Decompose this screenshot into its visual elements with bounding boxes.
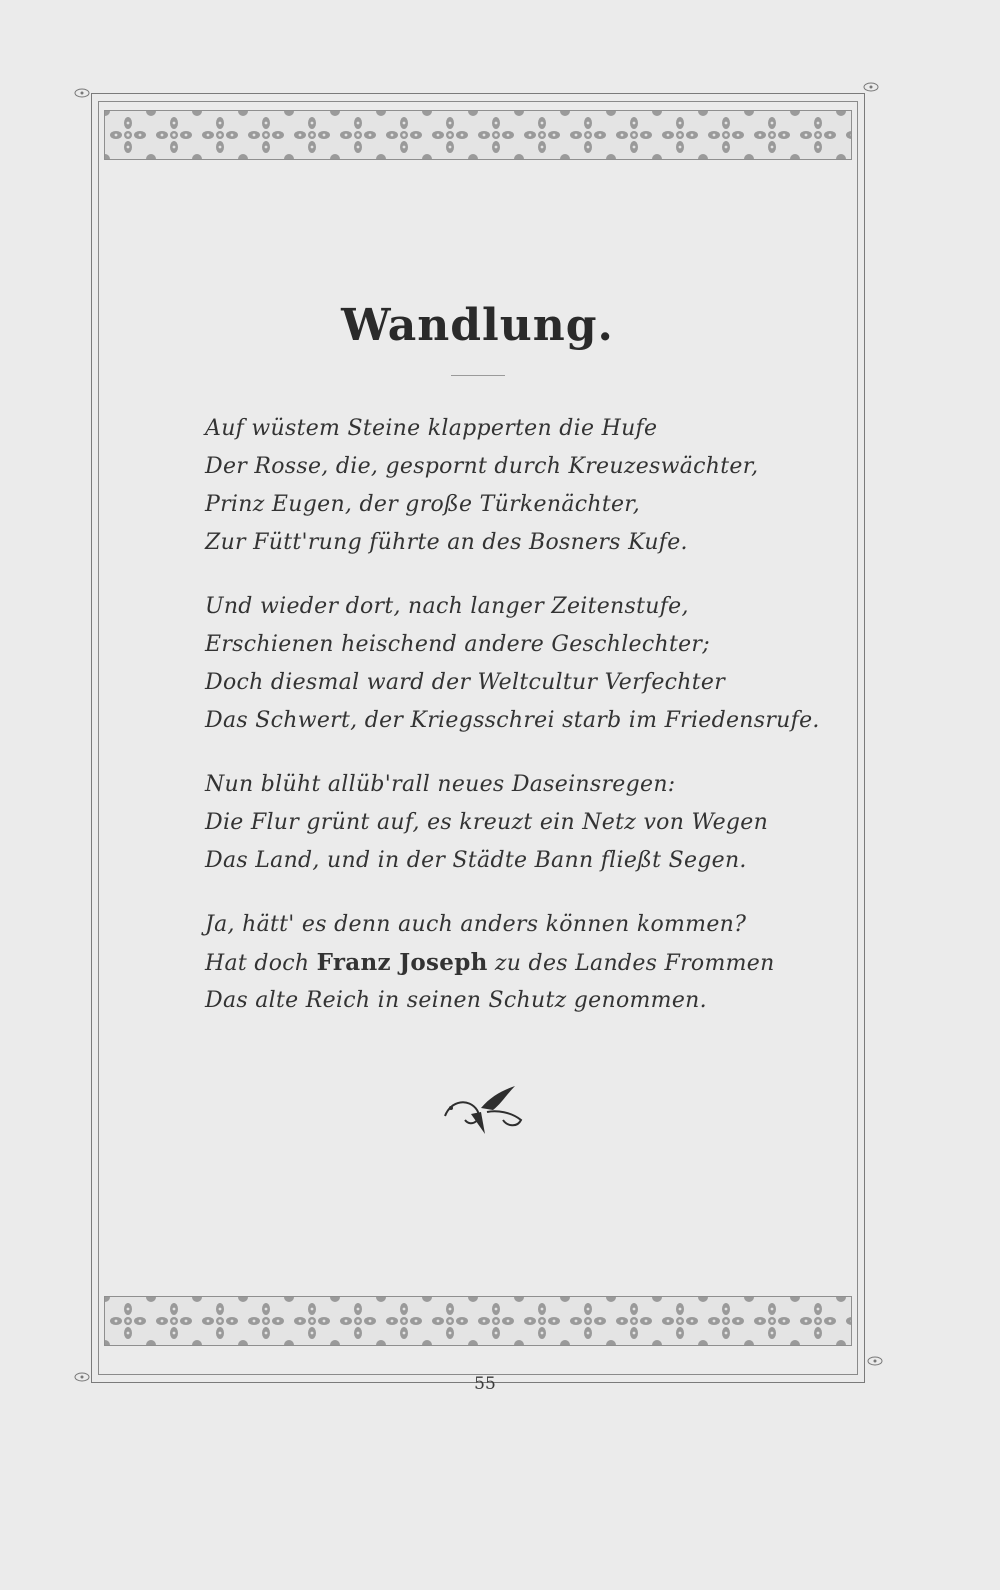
- stanza-1: [205, 410, 765, 562]
- title-divider: [451, 375, 505, 376]
- corner-ornament-top-right: [862, 80, 880, 94]
- verse-line: Zur Fütt'rung führte an des Bosners Kufe.: [205, 530, 688, 555]
- verse-line-with-emphasis: Hat doch Franz Joseph zu des Landes Frommen: [205, 949, 775, 976]
- decorative-band-top: [104, 110, 852, 160]
- page-number: 55: [474, 1374, 496, 1394]
- emphasized-name: Franz Joseph: [316, 949, 488, 976]
- stanza-2: [205, 588, 820, 740]
- verse-line: Das alte Reich in seinen Schutz genommen.: [205, 988, 707, 1013]
- verse-line: Die Flur grünt auf, es kreuzt ein Netz von Wegen: [205, 810, 769, 835]
- verse-line: Nun blüht allüb'rall neues Daseinsregen:: [205, 772, 676, 797]
- stanza-3: [205, 766, 769, 880]
- verse-line: Das Schwert, der Kriegsschrei starb im Friedensrufe.: [205, 708, 820, 733]
- stanza-4: [205, 906, 775, 1020]
- verse-line: Prinz Eugen, der große Türkenächter,: [205, 492, 640, 517]
- corner-ornament-bottom-right: [866, 1354, 884, 1368]
- poem-title: Wandlung.: [341, 300, 614, 351]
- verse-line: Der Rosse, die, gespornt durch Kreuzeswächter,: [205, 454, 759, 479]
- decorative-band-bottom: [104, 1296, 852, 1346]
- verse-line: Das Land, und in der Städte Bann fließt Segen.: [205, 848, 747, 873]
- verse-line: Erschienen heischend andere Geschlechter;: [205, 632, 710, 657]
- corner-ornament-top-left: [73, 86, 91, 100]
- verse-line: Doch diesmal ward der Weltcultur Verfechter: [205, 670, 726, 695]
- poem-body: [205, 410, 820, 1020]
- verse-line: Und wieder dort, nach langer Zeitenstufe,: [205, 594, 689, 619]
- verse-line: Ja, hätt' es denn auch anders können kommen?: [205, 912, 747, 937]
- vine-ornament-icon: [441, 1082, 525, 1138]
- verse-line: Auf wüstem Steine klapperten die Hufe: [205, 416, 658, 441]
